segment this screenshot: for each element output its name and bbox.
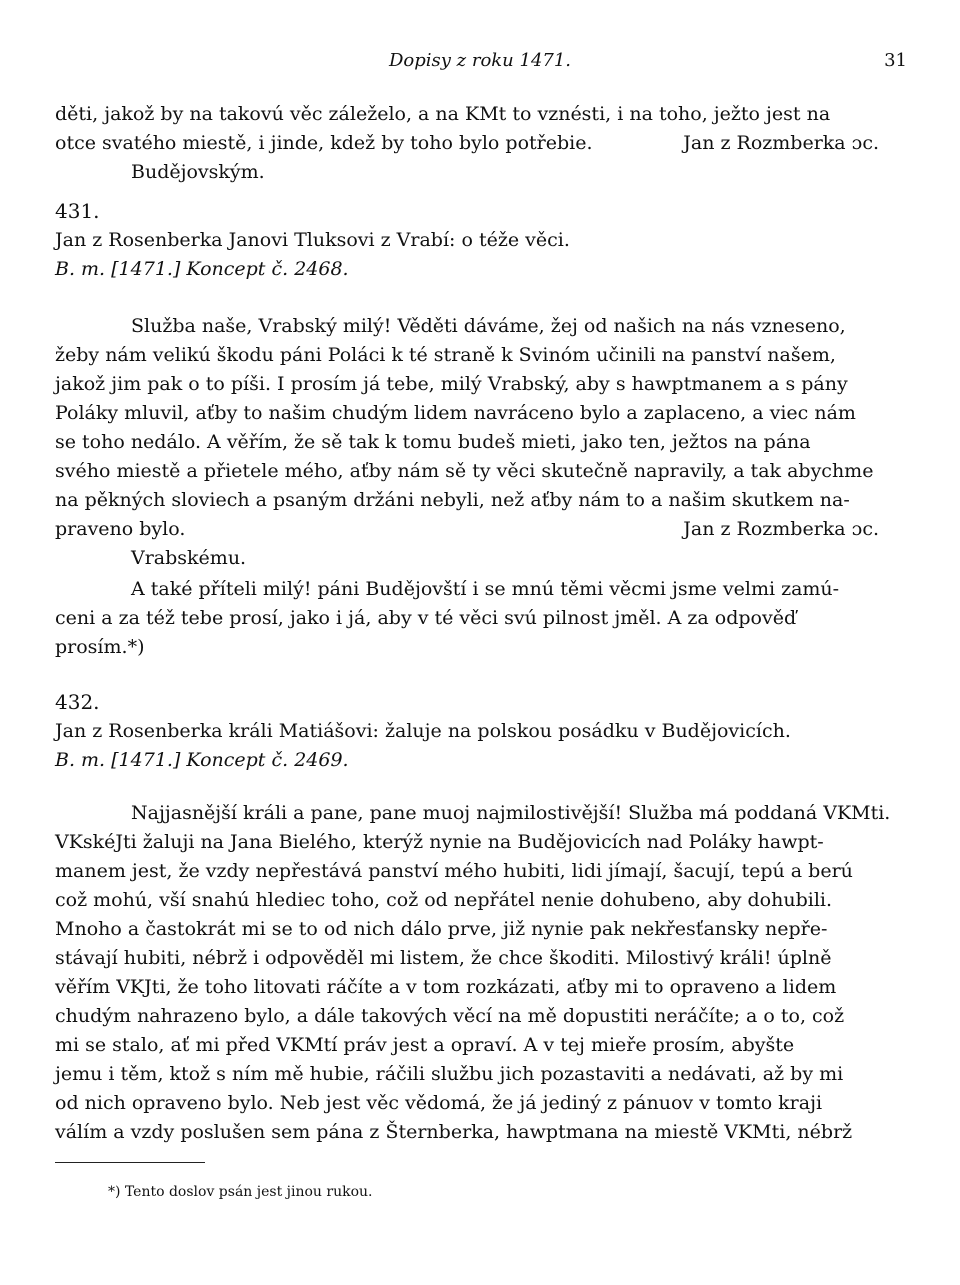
addressee: Budějovským. (131, 161, 265, 183)
signature: Jan z Rozmberka ɔc. (683, 132, 879, 154)
letter-body-line: se toho nedálo. A věřím, že sě tak k tomu budeš mieti, jako ten, ježtos na pána (55, 431, 811, 453)
page-number: 31 (884, 50, 907, 71)
signature: Jan z Rozmberka ɔc. (683, 518, 879, 540)
letter-body-line: na pěkných sloviech a psaným držáni nebyli, než aťby nám to a našim skutkem na- (55, 489, 850, 511)
letter-body-line: Mnoho a častokrát mi se to od nich dálo prve, již nynie pak nekřesťansky nepře- (55, 918, 828, 940)
letter-body-line: chudým nahrazeno bylo, a dále takových věcí na mě dopustiti neráčíte; a o to, což (55, 1005, 845, 1027)
letter-body-line: od nich opraveno bylo. Neb jest věc vědomá, že já jediný z pánuov v tomto kraji (55, 1092, 823, 1114)
letter-body-line: manem jest, že vzdy nepřestává panství mého hubiti, lidi jímají, šacují, tepú a berú (55, 860, 853, 882)
letter-body-line: svého miestě a přietele mého, aťby nám sě ty věci skutečně napravily, a tak abychme (55, 460, 874, 482)
letter-body-line: jemu i těm, ktož s ním mě hubie, ráčili službu jich pozastaviti a nedávati, až by mi (55, 1063, 844, 1085)
letter-body-line: Najjasnější králi a pane, pane muoj najmilostivější! Služba má poddaná VKMti. (131, 802, 891, 824)
postscript-line: A také příteli milý! páni Budějovští i se mnú těmi věcmi jsme velmi zamú- (131, 578, 840, 600)
letter-source: B. m. [1471.] Koncept č. 2468. (55, 258, 349, 280)
letter-body-line: VKskéJti žaluji na Jana Bielého, kterýž nynie na Budějovicích nad Poláky hawpt- (55, 831, 824, 853)
letter-body-line: věřím VKJti, že toho litovati ráčíte a v tom rozkázati, aťby mi to opraveno a lidem (55, 976, 837, 998)
postscript-line: prosím.*) (55, 636, 145, 658)
letter-body-line: praveno bylo. (55, 518, 186, 540)
letter-body-line: jakož jim pak o to píši. I prosím já tebe, milý Vrabský, aby s hawptmanem a s pány (55, 373, 848, 395)
letter-body-line: stávají hubiti, nébrž i odpověděl mi listem, že chce škoditi. Milostivý králi! úplně (55, 947, 832, 969)
running-title: Dopisy z roku 1471. (388, 50, 572, 71)
letter-summary: Jan z Rosenberka Janovi Tluksovi z Vrabí: o téže věci. (55, 229, 570, 251)
letter-body-line: mi se stalo, ať mi před VKMtí práv jest a opraví. A v tej mieře prosím, abyšte (55, 1034, 795, 1056)
letter-source: B. m. [1471.] Koncept č. 2469. (55, 749, 349, 771)
letter-body-line: Poláky mluvil, aťby to našim chudým lidem navráceno bylo a zaplaceno, a viec nám (55, 402, 856, 424)
text-line: děti, jakož by na takovú věc záleželo, a na KMt to vznésti, i na toho, ježto jest na (55, 103, 831, 125)
footnote-divider (55, 1162, 205, 1163)
letter-number: 432. (55, 690, 100, 714)
letter-body-line: Služba naše, Vrabský milý! Věděti dáváme, žej od našich na nás vzneseno, (131, 315, 846, 337)
signature-line (55, 515, 905, 544)
letter-body-line: válím a vzdy poslušen sem pána z Šternberka, hawptmana na miestě VKMti, nébrž (55, 1121, 853, 1143)
letter-431 (55, 197, 905, 662)
running-head (0, 46, 960, 76)
addressee: Vrabskému. (131, 547, 247, 569)
signature-line (55, 129, 905, 158)
letter-summary: Jan z Rosenberka králi Matiášovi: žaluje na polskou posádku v Budějovicích. (55, 720, 791, 742)
letter-body-line: žeby nám velikú škodu páni Poláci k té straně k Svinóm učinili na panství našem, (55, 344, 836, 366)
continuation-block (55, 100, 905, 187)
postscript-line: ceni a za též tebe prosí, jako i já, aby v té věci svú pilnost jměl. A za odpověď (55, 607, 797, 629)
letter-number: 431. (55, 199, 100, 223)
letter-body-line: což mohú, vší snahú hlediec toho, což od nepřátel nenie dohubeno, aby dohubili. (55, 889, 833, 911)
text-line: otce svatého miestě, i jinde, kdež by toho bylo potřebie. (55, 132, 593, 154)
footnote: *) Tento doslov psán jest jinou rukou. (108, 1184, 373, 1200)
letter-432 (55, 688, 905, 1147)
